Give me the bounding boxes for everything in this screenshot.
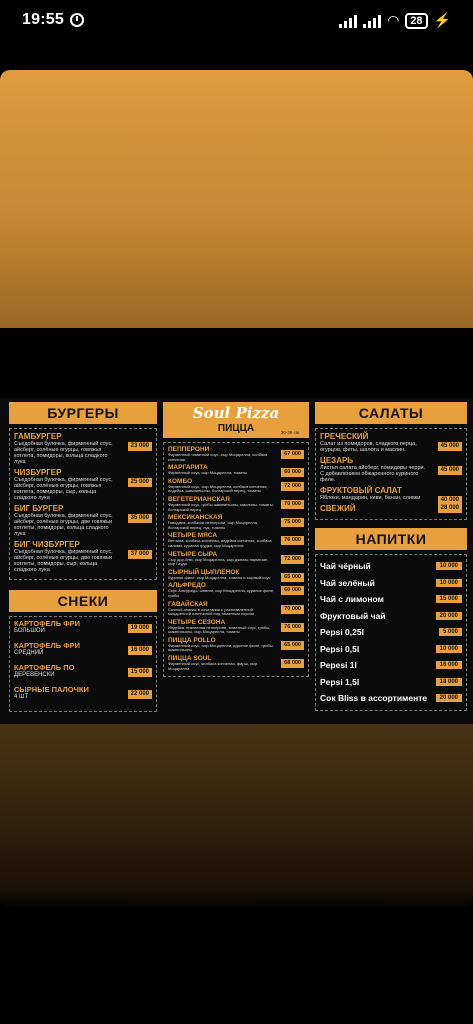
- burger-item-name: БИГ ЧИЗБУРГЕР: [14, 540, 80, 549]
- burger-item-price: 23 000: [128, 442, 152, 451]
- pizza-item-name: ПИЦЦА POLLO: [168, 636, 216, 644]
- drink-item-name: Pepesi 1l: [320, 660, 357, 671]
- burger-item-name: БИГ БУРГЕР: [14, 504, 64, 513]
- drink-item: [320, 591, 462, 608]
- drink-item-name: Pepsi 0,25l: [320, 627, 364, 638]
- snack-item-size: 4 ШТ: [14, 694, 29, 700]
- snack-item-price: 22 000: [128, 690, 152, 699]
- drink-item: [320, 608, 462, 625]
- pizza-item: [168, 569, 304, 581]
- pizza-item-name: МАРГАРИТА: [168, 464, 208, 472]
- drink-item: [320, 558, 462, 575]
- snack-item: [14, 664, 152, 679]
- burger-item-price: 35 000: [128, 514, 152, 523]
- pizza-item-price: 68 000: [281, 659, 304, 668]
- salad-item: [320, 486, 462, 501]
- drink-item-price: 10 000: [436, 579, 462, 587]
- pizza-item-price: 67 000: [281, 450, 304, 459]
- salad-item-price: 45 000: [438, 466, 462, 475]
- pizza-item-name: ПЕППЕРОНИ: [168, 446, 210, 453]
- pizza-item-price: 76 000: [281, 536, 304, 545]
- pizza-item-price: 72 000: [281, 555, 304, 564]
- pizza-list: [163, 442, 309, 677]
- soul-pizza-logo: Soul Pizza: [192, 404, 280, 422]
- drink-item-name: Фруктовый чай: [320, 610, 386, 621]
- pizza-item-desc: Фирменный соус, сыр Моцарелла, томаты: [168, 470, 247, 476]
- salad-item-name: ФРУКТОВЫЙ САЛАТ: [320, 486, 402, 495]
- pizza-item-name: ГАВАЙСКАЯ: [168, 600, 208, 608]
- burger-item: [14, 540, 152, 573]
- drink-item-name: Pepsi 0,5l: [320, 643, 360, 654]
- battery-level: 28: [410, 14, 423, 27]
- pizza-item-name: ВЕГЕТЕРИАНСКАЯ: [168, 495, 230, 503]
- status-time: 19:55: [22, 11, 64, 28]
- status-icons: [339, 12, 451, 29]
- column-right: [315, 402, 467, 711]
- salad-item-price: 28 000: [438, 504, 462, 513]
- drinks-list: [315, 554, 467, 711]
- menu-image[interactable]: [0, 398, 473, 724]
- pizza-item-desc: Соус Альфредо, шпинат, сыр Моцарелла, куриное филе, грибы: [168, 588, 275, 598]
- pizza-item-name: ЧЕТЫРЕ СЫРА: [168, 550, 218, 558]
- drink-item-price: 18 000: [436, 678, 462, 686]
- drink-item-price: 10 000: [436, 645, 462, 653]
- pizza-item: [168, 514, 304, 530]
- salads-list: [315, 428, 467, 520]
- pizza-item-name: ЧЕТЫРЕ СЕЗОНА: [168, 618, 226, 626]
- drink-item-price: 20 000: [436, 694, 462, 702]
- pizza-item: [168, 655, 304, 671]
- drink-item-name: Сок Bliss в ассортименте: [320, 693, 428, 704]
- salad-item-desc: Листья салата айсберг, помидоры черри. С добавлением обжаренного куриного филе.: [320, 465, 426, 483]
- drink-item-name: Чай чёрный: [320, 561, 371, 572]
- pizza-item: [168, 551, 304, 567]
- snack-item-price: 19 000: [128, 624, 152, 633]
- drink-item: [320, 690, 462, 707]
- snack-item-size: ДЕРЕВЕНСКИ: [14, 672, 55, 678]
- snack-item-price: 15 000: [128, 668, 152, 677]
- battery-icon: [405, 13, 427, 29]
- drink-item: [320, 624, 462, 641]
- burger-item: [14, 504, 152, 537]
- drink-item: [320, 674, 462, 691]
- pizza-header: [163, 402, 309, 438]
- pizza-item: [168, 637, 304, 653]
- snack-item-name: КАРТОФЕЛЬ ПО: [14, 663, 75, 672]
- pizza-item-desc: Ветчина, колбаса копченая, индейка копченая, колбаса салями, куриная грудка, сыр Моцарелла: [168, 538, 272, 548]
- drink-item: [320, 575, 462, 592]
- snack-item-price: 16 000: [128, 646, 152, 655]
- snack-item: [14, 642, 152, 657]
- salad-item-name: СВЕЖИЙ: [320, 504, 356, 513]
- pizza-item-desc: Сочный ананас в сочетании с расплавленной моцареллой и ветчиной под томатным соусом: [168, 606, 255, 617]
- burger-item: [14, 432, 152, 465]
- drink-item-name: Pepsi 1,5l: [320, 676, 360, 687]
- salad-item-name: ЦЕЗАРЬ: [320, 456, 354, 465]
- snack-item-name: КАРТОФЕЛЬ ФРИ: [14, 641, 81, 650]
- alarm-icon: [70, 13, 84, 27]
- burgers-list: [9, 428, 157, 580]
- pizza-item-desc: Индейка, пикантная пепперони, томатный соус, грибы, шампиньоны, сыр Моцарелла, томаты: [168, 624, 271, 635]
- pizza-item: [168, 601, 304, 617]
- drink-item-price: 20 000: [436, 612, 462, 620]
- wifi-icon: ◠: [387, 12, 400, 28]
- pizza-item-name: МЕКСИКАНСКАЯ: [168, 514, 223, 522]
- pizza-item-desc: Фирменный соус, грибы шампиньоны, маслины, томаты, болгарский перец: [168, 501, 274, 512]
- pizza-item-price: 75 000: [281, 518, 304, 527]
- pizza-item-price: 60 000: [281, 468, 304, 477]
- snack-item: [14, 620, 152, 635]
- pizza-item-name: АЛЬФРЕДО: [168, 582, 206, 590]
- pizza-item-name: КОМБО: [168, 477, 193, 485]
- pizza-item-price: 70 000: [281, 605, 304, 614]
- pizza-item-name: ПИЦЦА SOUL: [168, 655, 212, 663]
- status-bar: [0, 0, 473, 40]
- drink-item-name: Чай зелёный: [320, 577, 375, 588]
- pizza-item-desc: Куриное филе, сыр Моцарелла, томаты и сырный соус: [168, 574, 271, 580]
- snack-item-name: СЫРНЫЕ ПАЛОЧКИ: [14, 685, 89, 694]
- salads-header: САЛАТЫ: [315, 402, 467, 424]
- pizza-item-price: 70 000: [281, 500, 304, 509]
- pizza-item-price: 72 000: [281, 482, 304, 491]
- pizza-item: [168, 582, 304, 598]
- salad-item-price: 40 000: [438, 496, 462, 505]
- drink-item: [320, 641, 462, 658]
- pizza-item-desc: Говядина, колбаски пепперони, сыр Моцарелла, болгарский перец, лук, томаты: [168, 520, 259, 530]
- image-viewer[interactable]: [0, 70, 473, 910]
- column-middle: [163, 402, 309, 677]
- pizza-item: [168, 496, 304, 512]
- burger-item: [14, 468, 152, 501]
- pizza-item-desc: Фирменный соус, сыр Моцарелла, куриное филе, грибы шампиньоны: [168, 642, 273, 653]
- drink-item-name: Чай с лимоном: [320, 594, 384, 605]
- snacks-header: СНЕКИ: [9, 590, 157, 612]
- pizza-size: 30-38 см: [280, 430, 299, 435]
- pizza-item: [168, 619, 304, 635]
- drink-item: [320, 657, 462, 674]
- pizza-item-desc: Сыр дор-блю, сыр Моцарелла, сыр джюгас пармезан, сыр Гауда: [168, 556, 269, 567]
- burger-item-desc: Съедобная булочка, фирменный соус, айсберг, солёные огурцы, говяжья котлета, помидоры, сыр, кольца сладкого лука: [14, 477, 113, 501]
- cellular-signal-icon: [339, 14, 357, 28]
- pizza-item-desc: Фирменный соус, колбаса копченая, фарш, сыр Моцарелла: [168, 661, 258, 671]
- column-left: [9, 402, 157, 712]
- burger-item-price: 25 000: [128, 478, 152, 487]
- salad-item-name: ГРЕЧЕСКИЙ: [320, 432, 369, 441]
- burger-item-desc: Съедобная булочка, фирменный соус, айсберг, солёные огурцы, две говяжьи котлеты, помидоры, кольца сладкого лука: [14, 513, 113, 537]
- burger-item-desc: Съедобная булочка, фирменный соус, айсберг, солёные огурцы, две говяжьи котлеты, помидоры, сыр, кольца сладкого лука: [14, 549, 113, 573]
- drink-item-price: 10 000: [436, 562, 462, 570]
- pizza-item-price: 76 000: [281, 623, 304, 632]
- charging-icon: ⚡: [433, 12, 451, 28]
- burger-item-name: ГАМБУРГЕР: [14, 432, 62, 441]
- pizza-item: [168, 446, 304, 462]
- snack-item: [14, 686, 152, 701]
- burger-item-desc: Съедобная булочка, фирменный соус, айсберг, солёные огурцы, говяжья котлета, помидоры, кольца сладкого лука: [14, 441, 113, 465]
- drink-item-price: 16 000: [436, 661, 462, 669]
- salad-item: [320, 456, 462, 483]
- salad-item-desc: Салат из помидоров, сладкого перца, огурцов, феты, шалота и маслин.: [320, 441, 417, 453]
- pizza-item-name: ЧЕТЫРЕ МЯСА: [168, 532, 218, 540]
- burger-item-name: ЧИЗБУРГЕР: [14, 468, 62, 477]
- salad-item: [320, 504, 462, 513]
- snack-item-size: СРЕДНИЙ: [14, 650, 44, 656]
- pizza-item-desc: Фирменный соус, сыр Моцарелла, колбаса копченая, индейка, шампиньоны, болгарский перец, томаты: [168, 483, 268, 494]
- snack-item-size: БОЛЬШОЙ: [14, 628, 45, 634]
- salad-item: [320, 432, 462, 453]
- salad-item-price: 45 000: [438, 442, 462, 451]
- snacks-list: [9, 616, 157, 712]
- pizza-item: [168, 478, 304, 494]
- burger-item-price: 37 000: [128, 550, 152, 559]
- pizza-item: [168, 532, 304, 548]
- pizza-item-name: СЫРНЫЙ ЦЫПЛЁНОК: [168, 568, 240, 576]
- burgers-header: БУРГЕРЫ: [9, 402, 157, 424]
- drink-item-price: 5 000: [439, 628, 462, 636]
- pizza-item-price: 65 000: [281, 573, 304, 582]
- pizza-item-price: 60 000: [281, 586, 304, 595]
- salad-item-desc: Яблоки, мандарин, киви, банан, сливки: [320, 495, 421, 501]
- drink-item-price: 15 000: [436, 595, 462, 603]
- pizza-item-price: 65 000: [281, 641, 304, 650]
- cellular-signal-icon-2: [363, 14, 381, 28]
- snack-item-name: КАРТОФЕЛЬ ФРИ: [14, 619, 81, 628]
- pizza-title: ПИЦЦА: [217, 423, 255, 434]
- pizza-item-desc: Фирменный томатный соус, сыр Моцарелла, колбаса копченая: [168, 452, 268, 462]
- drinks-header: НАПИТКИ: [315, 528, 467, 550]
- pizza-item: [168, 464, 304, 476]
